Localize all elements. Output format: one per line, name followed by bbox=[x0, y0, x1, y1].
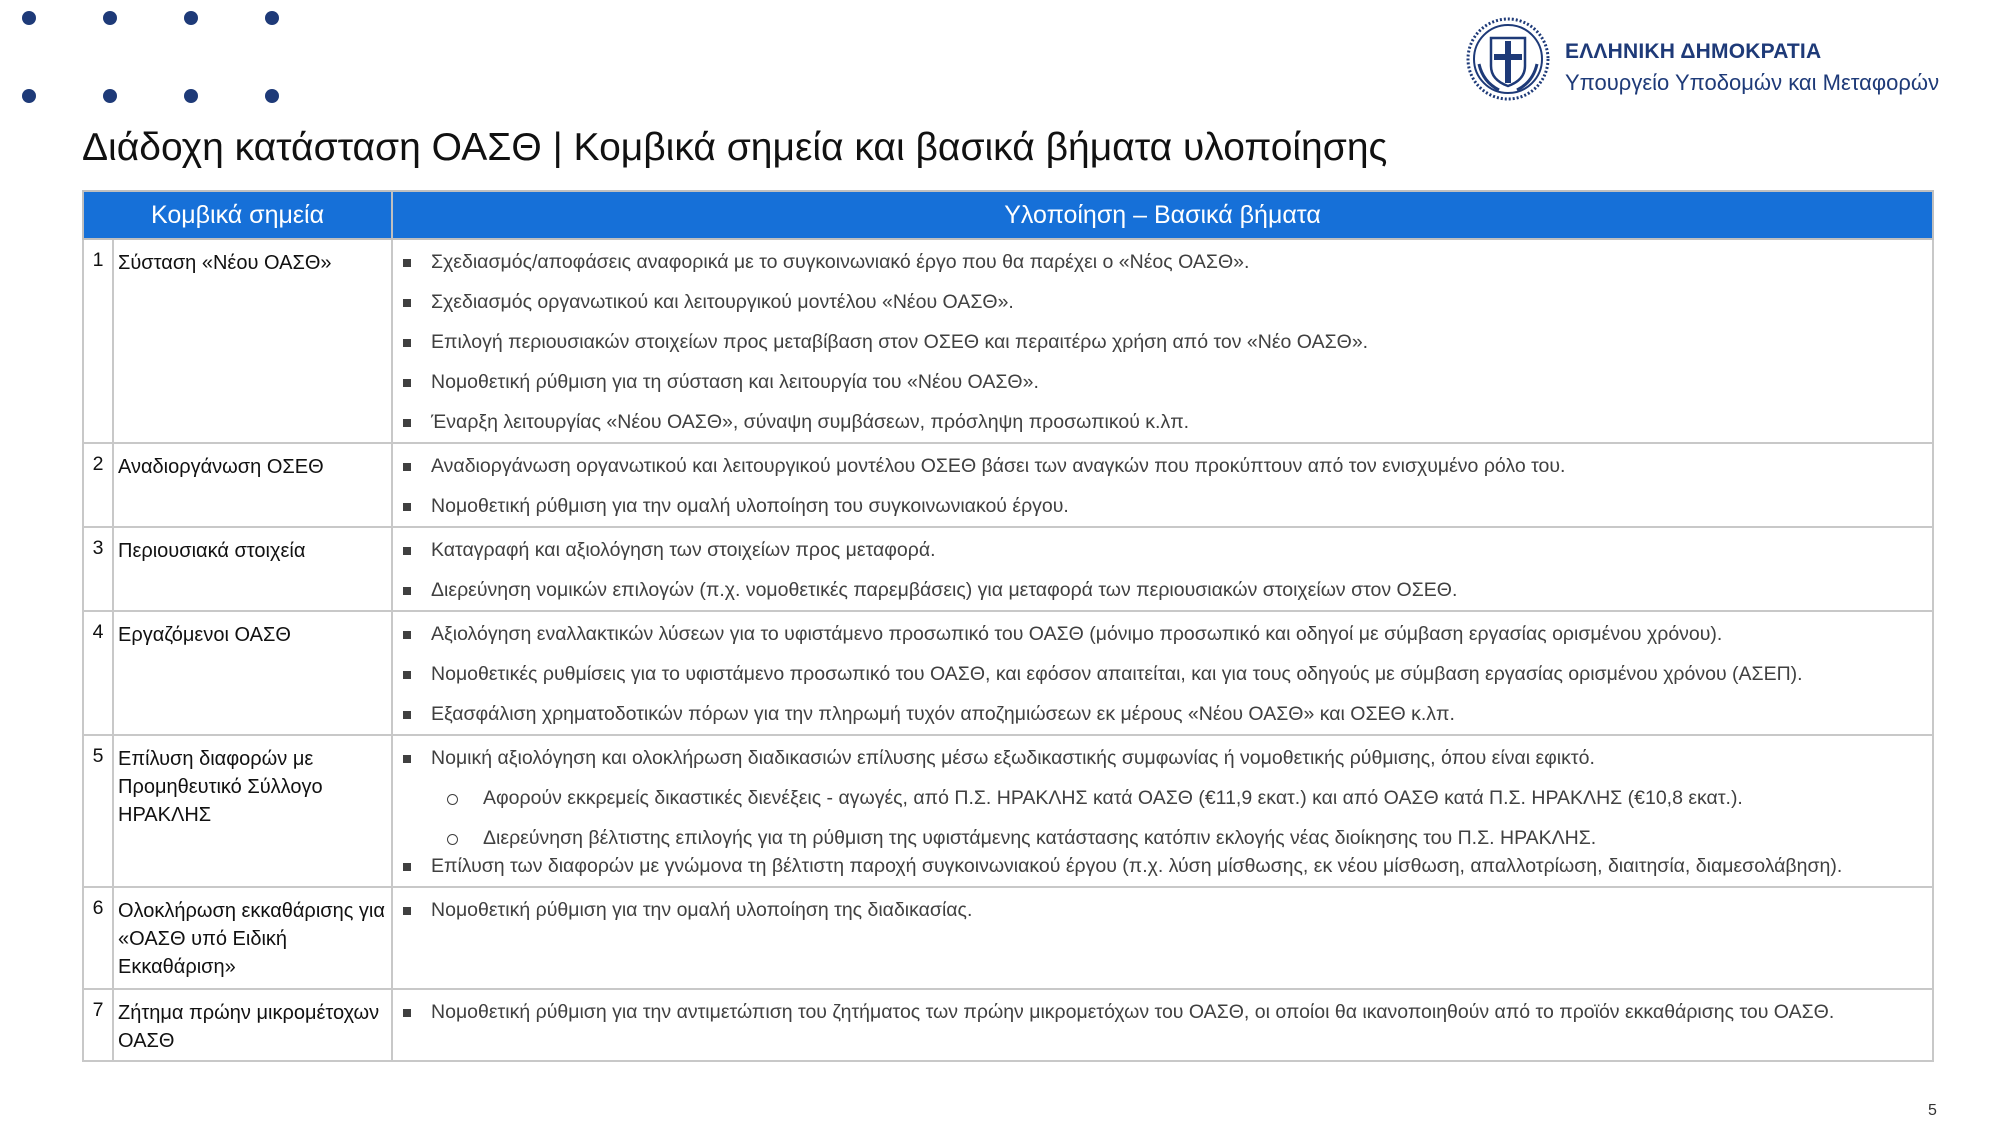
list-item bbox=[397, 700, 1928, 728]
row-number: 2 bbox=[83, 443, 113, 527]
sub-list-item bbox=[431, 784, 1928, 812]
step-text: Σχεδιασμός/αποφάσεις αναφορικά με το συγκοινωνιακό έργο που θα παρέχει ο «Νέος ΟΑΣΘ». bbox=[431, 251, 1250, 273]
greek-coat-of-arms-icon bbox=[1465, 16, 1551, 102]
row-number: 7 bbox=[83, 989, 113, 1061]
bullet-square-icon bbox=[403, 631, 411, 639]
dot bbox=[103, 11, 117, 25]
step-text: Διερεύνηση νομικών επιλογών (π.χ. νομοθετικές παρεμβάσεις) για μεταφορά των περιουσιακών στοιχείων στον ΟΣΕΘ. bbox=[431, 579, 1458, 601]
list-item bbox=[397, 896, 1928, 924]
list-item bbox=[397, 620, 1928, 648]
bullet-square-icon bbox=[403, 711, 411, 719]
step-text: Σχεδιασμός οργανωτικού και λειτουργικού μοντέλου «Νέου ΟΑΣΘ». bbox=[431, 291, 1014, 313]
key-point: Αναδιοργάνωση ΟΣΕΘ bbox=[113, 443, 392, 527]
step-text: Έναρξη λειτουργίας «Νέου ΟΑΣΘ», σύναψη συμβάσεων, πρόσληψη προσωπικού κ.λπ. bbox=[431, 411, 1190, 433]
list-item bbox=[397, 576, 1928, 604]
step-text: Νομοθετική ρύθμιση για τη σύσταση και λειτουργία του «Νέου ΟΑΣΘ». bbox=[431, 371, 1039, 393]
bullet-square-icon bbox=[403, 1009, 411, 1017]
step-text: Αναδιοργάνωση οργανωτικού και λειτουργικού μοντέλου ΟΣΕΘ βάσει των αναγκών που προκύπτουν από τον ενισχυμένο ρόλο του. bbox=[431, 455, 1566, 477]
step-text: Νομοθετική ρύθμιση για την ομαλή υλοποίηση της διαδικασίας. bbox=[431, 899, 973, 921]
table-row bbox=[83, 443, 1933, 527]
list-item bbox=[397, 288, 1928, 316]
steps-cell bbox=[392, 611, 1933, 735]
bullet-square-icon bbox=[403, 463, 411, 471]
bullet-square-icon bbox=[403, 299, 411, 307]
key-point: Περιουσιακά στοιχεία bbox=[113, 527, 392, 611]
column-header-key-points: Κομβικά σημεία bbox=[83, 191, 392, 239]
list-item bbox=[397, 492, 1928, 520]
step-text: Εξασφάλιση χρηματοδοτικών πόρων για την πληρωμή τυχόν αποζημιώσεων εκ μέρους «Νέου ΟΑΣΘ» και ΟΣΕΘ κ.λπ. bbox=[431, 703, 1455, 725]
logo-title: ΕΛΛΗΝΙΚΗ ΔΗΜΟΚΡΑΤΙΑ bbox=[1565, 40, 1822, 63]
table-row bbox=[83, 735, 1933, 887]
steps-cell bbox=[392, 735, 1933, 887]
bullet-square-icon bbox=[403, 671, 411, 679]
bullet-square-icon bbox=[403, 587, 411, 595]
list-item bbox=[397, 852, 1928, 880]
dot bbox=[184, 89, 198, 103]
bullet-square-icon bbox=[403, 419, 411, 427]
key-point: Εργαζόμενοι ΟΑΣΘ bbox=[113, 611, 392, 735]
page-number: 5 bbox=[1928, 1102, 1937, 1119]
row-number: 1 bbox=[83, 239, 113, 443]
dot bbox=[22, 89, 36, 103]
list-item bbox=[397, 368, 1928, 396]
bullet-square-icon bbox=[403, 259, 411, 267]
table-header-row bbox=[83, 191, 1933, 239]
logo-subtitle: Υπουργείο Υποδομών και Μεταφορών bbox=[1565, 70, 1940, 95]
step-text: Καταγραφή και αξιολόγηση των στοιχείων προς μεταφορά. bbox=[431, 539, 936, 561]
step-text: Αξιολόγηση εναλλακτικών λύσεων για το υφιστάμενο προσωπικό του ΟΑΣΘ (μόνιμο προσωπικό και οδηγοί με σύμβαση εργασίας ορισμένου χρόνου). bbox=[431, 623, 1723, 645]
bullet-square-icon bbox=[403, 339, 411, 347]
bullet-square-icon bbox=[403, 755, 411, 763]
steps-cell bbox=[392, 443, 1933, 527]
bullet-square-icon bbox=[403, 907, 411, 915]
row-number: 5 bbox=[83, 735, 113, 887]
step-text: Νομοθετικές ρυθμίσεις για το υφιστάμενο προσωπικό του ΟΑΣΘ, και εφόσον απαιτείται, και για τους οδηγούς με σύμβαση εργασίας ορισμένου χρόνου (ΑΣΕΠ). bbox=[431, 663, 1803, 685]
list-item bbox=[397, 452, 1928, 480]
dot bbox=[265, 11, 279, 25]
table-row bbox=[83, 989, 1933, 1061]
sub-list-item bbox=[431, 824, 1928, 852]
table-row bbox=[83, 611, 1933, 735]
dot bbox=[184, 11, 198, 25]
dot bbox=[265, 89, 279, 103]
key-point: Ολοκλήρωση εκκαθάρισης για «ΟΑΣΘ υπό Ειδική Εκκαθάριση» bbox=[113, 887, 392, 989]
key-point: Επίλυση διαφορών με Προμηθευτικό Σύλλογο ΗΡΑΚΛΗΣ bbox=[113, 735, 392, 887]
substep-text: Διερεύνηση βέλτιστης επιλογής για τη ρύθμιση της υφιστάμενης κατάστασης κατόπιν εκλογής νέας διοίκησης του Π.Σ. ΗΡΑΚΛΗΣ. bbox=[483, 827, 1597, 849]
bullet-square-icon bbox=[403, 503, 411, 511]
substep-text: Αφορούν εκκρεμείς δικαστικές διενέξεις - αγωγές, από Π.Σ. ΗΡΑΚΛΗΣ κατά ΟΑΣΘ (€11,9 εκατ.) και από ΟΑΣΘ κατά Π.Σ. ΗΡΑΚΛΗΣ (€10,8 εκατ.). bbox=[483, 787, 1743, 809]
steps-cell bbox=[392, 887, 1933, 989]
step-text: Επίλυση των διαφορών με γνώμονα τη βέλτιστη παροχή συγκοινωνιακού έργου (π.χ. λύση μίσθωσης, εκ νέου μίσθωση, απαλλοτρίωση, διαιτησία, διαμεσολάβηση). bbox=[431, 855, 1843, 877]
row-number: 6 bbox=[83, 887, 113, 989]
table-row bbox=[83, 239, 1933, 443]
step-text: Νομοθετική ρύθμιση για την αντιμετώπιση του ζητήματος των πρώην μικρομετόχων του ΟΑΣΘ, οι οποίοι θα ικανοποιηθούν από το προϊόν εκκαθάρισης του ΟΑΣΘ. bbox=[431, 1001, 1835, 1023]
step-text: Νομοθετική ρύθμιση για την ομαλή υλοποίηση του συγκοινωνιακού έργου. bbox=[431, 495, 1069, 517]
bullet-square-icon bbox=[403, 863, 411, 871]
row-number: 4 bbox=[83, 611, 113, 735]
bullet-square-icon bbox=[403, 547, 411, 555]
table-row bbox=[83, 887, 1933, 989]
ministry-logo bbox=[1465, 16, 1985, 106]
bullet-circle-icon bbox=[447, 794, 458, 805]
list-item bbox=[397, 998, 1928, 1026]
table-row bbox=[83, 527, 1933, 611]
list-item bbox=[397, 660, 1928, 688]
key-point: Ζήτημα πρώην μικρομέτοχων ΟΑΣΘ bbox=[113, 989, 392, 1061]
steps-table bbox=[82, 190, 1934, 1062]
decorative-dots bbox=[0, 0, 300, 110]
step-text: Νομική αξιολόγηση και ολοκλήρωση διαδικασιών επίλυσης μέσω εξωδικαστικής συμφωνίας ή νομοθετικής ρύθμισης, όπου είναι εφικτό. bbox=[431, 747, 1595, 769]
row-number: 3 bbox=[83, 527, 113, 611]
dot bbox=[103, 89, 117, 103]
bullet-circle-icon bbox=[447, 834, 458, 845]
step-text: Επιλογή περιουσιακών στοιχείων προς μεταβίβαση στον ΟΣΕΘ και περαιτέρω χρήση από τον «Νέο ΟΑΣΘ». bbox=[431, 331, 1369, 353]
list-item bbox=[397, 328, 1928, 356]
steps-cell bbox=[392, 527, 1933, 611]
bullet-square-icon bbox=[403, 379, 411, 387]
list-item bbox=[397, 744, 1928, 852]
column-header-steps: Υλοποίηση – Βασικά βήματα bbox=[392, 191, 1933, 239]
key-point: Σύσταση «Νέου ΟΑΣΘ» bbox=[113, 239, 392, 443]
list-item bbox=[397, 408, 1928, 436]
steps-cell bbox=[392, 989, 1933, 1061]
list-item bbox=[397, 536, 1928, 564]
steps-cell bbox=[392, 239, 1933, 443]
list-item bbox=[397, 248, 1928, 276]
page-title: Διάδοχη κατάσταση ΟΑΣΘ | Κομβικά σημεία και βασικά βήματα υλοποίησης bbox=[82, 126, 1388, 169]
dot bbox=[22, 11, 36, 25]
